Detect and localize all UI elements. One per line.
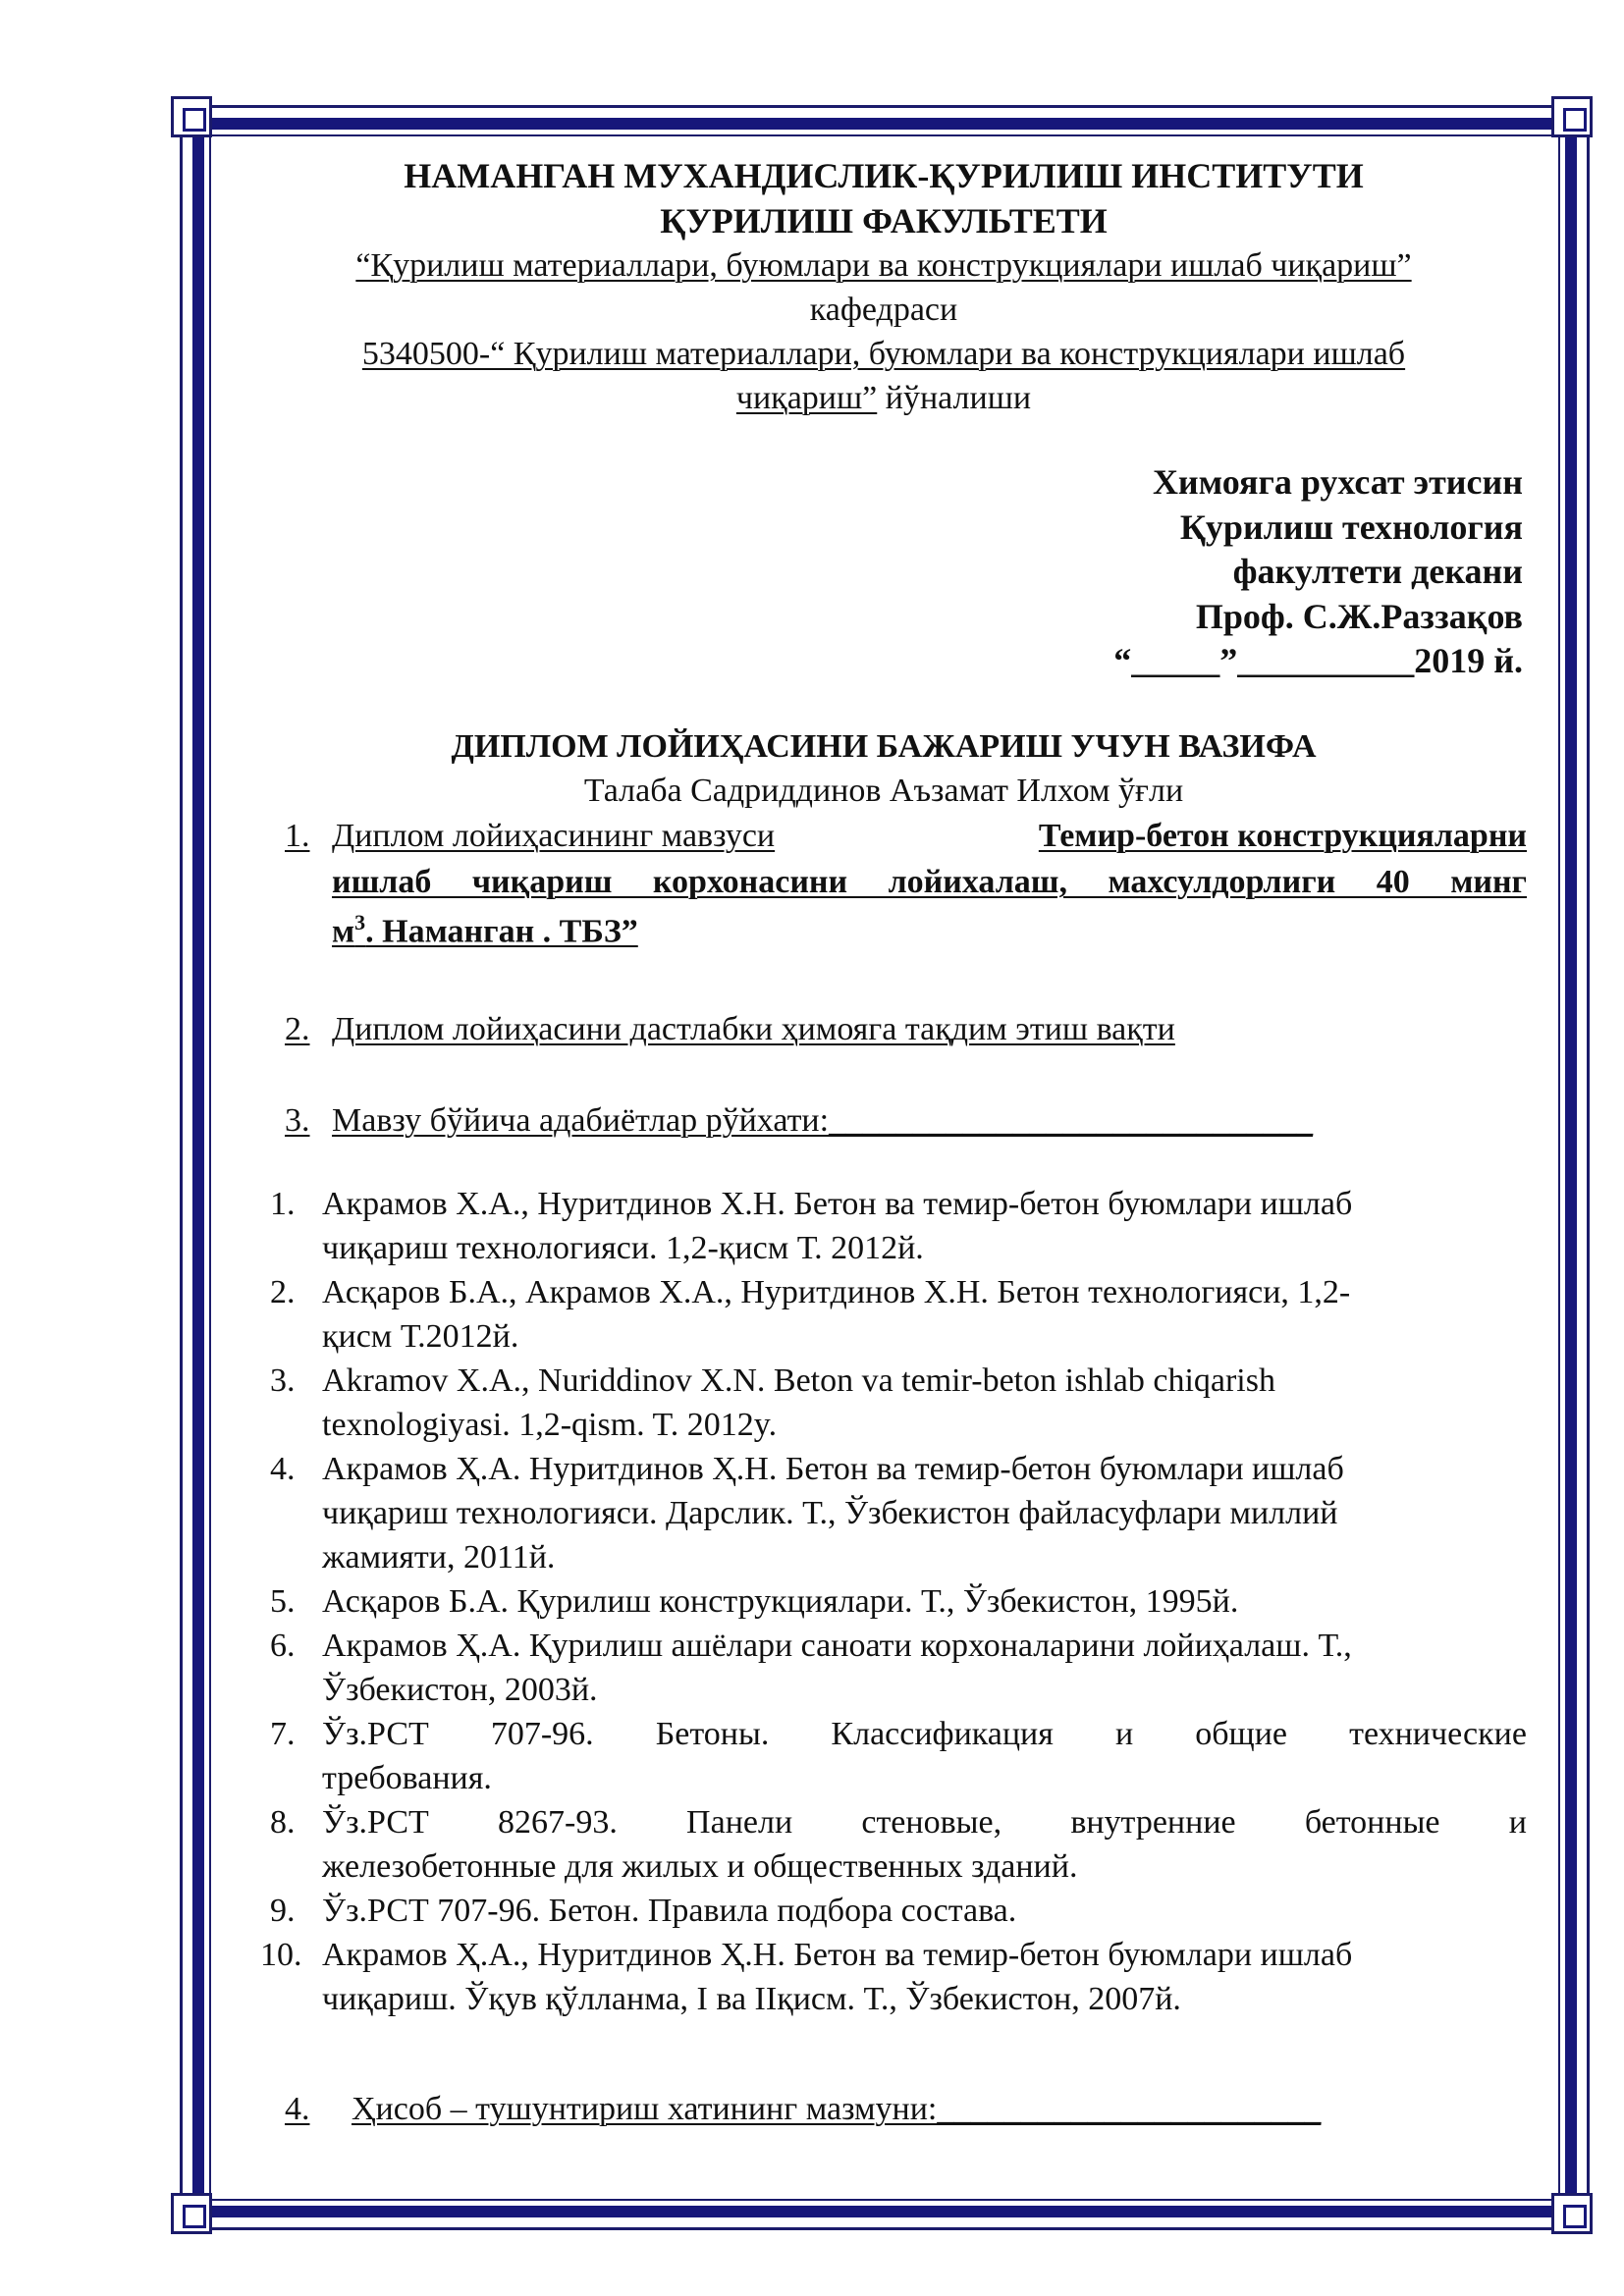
- literature-item-7-word: и: [1114, 1716, 1134, 1752]
- literature-item-8-word: Ўз.РСТ: [322, 1804, 429, 1841]
- approval-date: “_____”__________2019 й.: [1113, 641, 1523, 680]
- item-3-label: Мавзу бўйича адабиётлар рўйхати:_____________________________: [332, 1102, 1314, 1139]
- approval-line-1: Химояга рухсат этисин: [1152, 462, 1523, 502]
- direction-line-1: [211, 336, 1556, 373]
- literature-item-5-line-1: Асқаров Б.А. Қурилиш конструкциялари. Т., Ўзбекистон, 1995й.: [322, 1583, 1239, 1620]
- literature-item-2-line-2: қисм Т.2012й.: [322, 1318, 519, 1355]
- item-1-topic-3a: м: [332, 913, 355, 950]
- literature-item-7-word: Бетоны.: [655, 1716, 770, 1752]
- item-1-line-1: [332, 818, 1527, 855]
- literature-item-4-line-3: жамияти, 2011й.: [322, 1539, 556, 1575]
- item-1-topic-3b: . Наманган . ТБЗ”: [365, 913, 638, 950]
- literature-item-1-line-2: чиқариш технологияси. 1,2-қисм Т. 2012й.: [322, 1230, 924, 1266]
- student-name: Талаба Садриддинов Аъзамат Илхом ўғли: [583, 773, 1184, 809]
- literature-item-10-line-2: чиқариш. Ўқув қўлланма, I ва IIқисм. Т., Ўзбекистон, 2007й.: [322, 1981, 1181, 2017]
- direction-line-2: [211, 380, 1556, 417]
- literature-item-7-word: общие: [1195, 1716, 1288, 1752]
- approval-line-3: факултети декани: [1232, 552, 1523, 591]
- border-inner: [209, 134, 1560, 2201]
- literature-item-8-word: бетонные: [1304, 1804, 1440, 1841]
- literature-item-9-number: 9.: [270, 1893, 296, 1929]
- item-1-topic-3: [332, 910, 638, 950]
- department-name-text: “Қурилиш материаллари, буюмлари ва конструкциялари ишлаб чиқариш”: [355, 247, 1412, 284]
- corner-ornament-top-left: [171, 96, 212, 137]
- literature-item-6-line-2: Ўзбекистон, 2003й.: [322, 1672, 598, 1708]
- approval-line-2: Қурилиш технология: [1179, 507, 1523, 547]
- task-title: ДИПЛОМ ЛОЙИҲАСИНИ БАЖАРИШ УЧУН ВАЗИФА: [451, 728, 1317, 765]
- item-1-topic-3-sup: 3: [354, 910, 366, 934]
- literature-item-7-word: Классификация: [831, 1716, 1054, 1752]
- literature-item-4-number: 4.: [270, 1451, 296, 1487]
- literature-item-6-number: 6.: [270, 1628, 296, 1664]
- literature-item-1-number: 1.: [270, 1186, 296, 1222]
- literature-item-7-word: технические: [1349, 1716, 1527, 1752]
- department-word: кафедраси: [809, 292, 958, 328]
- direction-word: йўналиши: [877, 380, 1032, 416]
- corner-ornament-top-right: [1551, 96, 1593, 137]
- item-2-number: 2.: [285, 1011, 310, 1047]
- item-1-number: 1.: [285, 818, 310, 854]
- item-3-number: 3.: [285, 1102, 310, 1139]
- literature-item-2-line-1: Асқаров Б.А., Акрамов Х.А., Нуритдинов Х.Н. Бетон технологияси, 1,2-: [322, 1274, 1351, 1310]
- corner-ornament-bottom-right: [1551, 2193, 1593, 2234]
- literature-item-7-line-1: [322, 1716, 1527, 1753]
- literature-item-10-line-1: Акрамов Ҳ.А., Нуритдинов Ҳ.Н. Бетон ва темир-бетон буюмлари ишлаб: [322, 1937, 1353, 1973]
- literature-item-4-line-1: Акрамов Ҳ.А. Нуритдинов Ҳ.Н. Бетон ва темир-бетон буюмлари ишлаб: [322, 1451, 1344, 1487]
- faculty-name: ҚУРИЛИШ ФАКУЛЬТЕТИ: [660, 201, 1108, 240]
- literature-item-5-number: 5.: [270, 1583, 296, 1620]
- department-name: [211, 247, 1556, 285]
- literature-item-8-word: внутренние: [1070, 1804, 1236, 1841]
- item-1-topic-1: Темир-бетон конструкцияларни: [1038, 818, 1527, 854]
- literature-item-3-number: 3.: [270, 1362, 296, 1399]
- literature-item-8-line-1: [322, 1804, 1527, 1842]
- literature-item-7-word: 707-96.: [490, 1716, 594, 1752]
- item-4-label: Ҳисоб – тушунтириш хатининг мазмуни:_______________________: [352, 2091, 1322, 2127]
- literature-item-2-number: 2.: [270, 1274, 296, 1310]
- literature-item-6-line-1: Акрамов Ҳ.А. Қурилиш ашёлари саноати корхоналарини лойиҳалаш. Т.,: [322, 1628, 1352, 1664]
- literature-item-8-number: 8.: [270, 1804, 296, 1841]
- literature-item-10-number: 10.: [260, 1937, 302, 1973]
- literature-item-8-line-2: железобетонные для жилых и общественных зданий.: [322, 1848, 1078, 1885]
- item-1-label: Диплом лойиҳасининг мавзуси: [332, 818, 776, 854]
- literature-item-8-word: Панели: [686, 1804, 793, 1841]
- literature-item-4-line-2: чиқариш технологияси. Дарслик. Т., Ўзбекистон файласуфлари миллий: [322, 1495, 1338, 1531]
- literature-item-7-word: Ўз.РСТ: [322, 1716, 429, 1752]
- item-2-label: Диплом лойиҳасини дастлабки ҳимояга тақдим этиш вақти: [332, 1011, 1175, 1047]
- literature-item-3-line-1: Akramov X.A., Nuriddinov X.N. Beton va temir-beton ishlab chiqarish: [322, 1362, 1275, 1399]
- literature-item-1-line-1: Акрамов Х.А., Нуритдинов Х.Н. Бетон ва темир-бетон буюмлари ишлаб: [322, 1186, 1353, 1222]
- literature-item-8-word: и: [1508, 1804, 1527, 1841]
- item-1-topic-2: ишлаб чиқариш корхонасини лойихалаш, махсулдорлиги 40 минг: [332, 864, 1527, 900]
- institute-name: НАМАНГАН МУХАНДИСЛИК-ҚУРИЛИШ ИНСТИТУТИ: [404, 156, 1364, 195]
- literature-item-3-line-2: texnologiyasi. 1,2-qism. T. 2012y.: [322, 1407, 778, 1443]
- literature-item-9-line-1: Ўз.РСТ 707-96. Бетон. Правила подбора состава.: [322, 1893, 1017, 1929]
- literature-item-7-number: 7.: [270, 1716, 296, 1752]
- item-4-number: 4.: [285, 2091, 310, 2127]
- literature-item-8-word: стеновые,: [861, 1804, 1002, 1841]
- literature-item-7-line-2: требования.: [322, 1760, 492, 1796]
- direction-line-1-text: 5340500-“ Қурилиш материаллари, буюмлари ва конструкциялари ишлаб: [361, 336, 1406, 372]
- corner-ornament-bottom-left: [171, 2193, 212, 2234]
- direction-code-end: чиқариш”: [735, 380, 878, 416]
- literature-item-8-word: 8267-93.: [498, 1804, 618, 1841]
- approval-line-4: Проф. С.Ж.Раззақов: [1195, 597, 1523, 636]
